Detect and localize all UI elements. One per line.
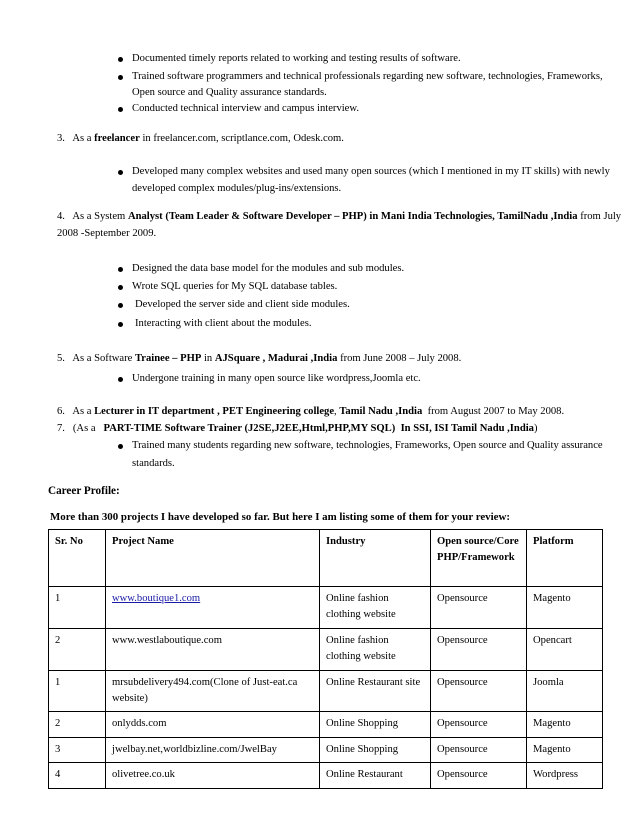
bullet-icon [118, 303, 123, 308]
item-rest: from July [580, 211, 622, 222]
item-role: PART-TIME Software Trainer (J2SE,J2EE,Html,PHP,MY SQL) [103, 423, 396, 434]
cell-sr-no: 4 [49, 763, 106, 788]
projects-table [48, 529, 603, 789]
cell-sr-no: 2 [49, 712, 106, 737]
table-row [49, 737, 603, 762]
bullet-text: Developed many complex websites and used many open sources (which I mentioned in my IT skills) with newly [132, 166, 610, 177]
bullet-text-continued: developed complex modules/plug-ins/extensions. [132, 183, 342, 194]
item-place: Tamil Nadu ,India [339, 406, 423, 417]
cell-source: Opensource [431, 670, 527, 712]
cell-platform: Wordpress [527, 763, 603, 788]
column-header-project-name: Project Name [106, 530, 320, 587]
experience-item-4 [57, 211, 621, 224]
cell-project-name: mrsubdelivery494.com(Clone of Just-eat.ca website) [106, 670, 320, 712]
item-prefix: As a [72, 406, 92, 417]
table-row [49, 587, 603, 629]
cell-project-name: onlydds.com [106, 712, 320, 737]
item-number: 5. [57, 353, 65, 364]
cell-industry: Online Restaurant [320, 763, 431, 788]
item-prefix: As a [72, 133, 92, 144]
cell-project-name: olivetree.co.uk [106, 763, 320, 788]
bullet-icon [118, 170, 123, 175]
cell-project-name [106, 587, 320, 629]
cell-source: Opensource [431, 628, 527, 670]
cell-sr-no: 3 [49, 737, 106, 762]
cell-sr-no: 1 [49, 587, 106, 629]
item-role: Trainee – PHP [135, 353, 202, 364]
bullet-icon [118, 107, 123, 112]
cell-platform: Magento [527, 737, 603, 762]
item-close: ) [533, 423, 538, 434]
cell-sr-no: 1 [49, 670, 106, 712]
bullet-text: Developed the server side and client side modules. [135, 299, 350, 310]
bullet-icon [118, 75, 123, 80]
column-header-source: Open source/Core PHP/Framework [431, 530, 527, 587]
bullet-text: Designed the data base model for the modules and sub modules. [132, 263, 405, 274]
cell-project-name: www.westlaboutique.com [106, 628, 320, 670]
bullet-text: Trained software programmers and technical professionals regarding new software, technologies, Frameworks, [132, 71, 603, 82]
item-rest: from June 2008 – July 2008. [340, 353, 462, 364]
item-mid: In SSI, ISI Tamil Nadu ,India [400, 423, 534, 434]
item-separator: , [334, 406, 337, 417]
project-link[interactable]: www.boutique1.com [112, 593, 201, 604]
bullet-text: Documented timely reports related to working and testing results of software. [132, 53, 461, 64]
table-row [49, 628, 603, 670]
experience-item-6 [57, 406, 564, 419]
bullet-icon [118, 377, 123, 382]
item-role: Analyst (Team Leader & Software Developer – PHP) in Mani India Technologies, TamilNadu ,India [127, 211, 578, 222]
column-header-industry: Industry [320, 530, 431, 587]
item-company: AJSquare , Madurai ,India [214, 353, 338, 364]
item-rest: in freelancer.com, scriptlance.com, Odesk.com. [142, 133, 344, 144]
cell-sr-no: 2 [49, 628, 106, 670]
cell-source: Opensource [431, 763, 527, 788]
bullet-icon [118, 57, 123, 62]
item-prefix: As a Software [72, 353, 133, 364]
cell-platform: Magento [527, 587, 603, 629]
cell-industry: Online fashion clothing website [320, 587, 431, 629]
experience-item-7 [57, 423, 537, 436]
column-header-sr-no: Sr. No [49, 530, 106, 587]
projects-intro: More than 300 projects I have developed so far. But here I am listing some of them for your review: [50, 511, 510, 523]
column-header-platform: Platform [527, 530, 603, 587]
cell-industry: Online Restaurant site [320, 670, 431, 712]
item-dates: 2008 -September 2009. [57, 228, 157, 239]
cell-platform: Magento [527, 712, 603, 737]
item-role: freelancer [94, 133, 140, 144]
cell-source: Opensource [431, 587, 527, 629]
item-mid: in [203, 353, 213, 364]
item-prefix: (As a [72, 423, 96, 434]
experience-item-5 [57, 353, 461, 366]
bullet-icon [118, 322, 123, 327]
item-role: Lecturer in IT department , PET Engineering college [94, 406, 335, 417]
bullet-text: Interacting with client about the modules. [135, 318, 312, 329]
table-row [49, 763, 603, 788]
cell-source: Opensource [431, 712, 527, 737]
bullet-text: Undergone training in many open source like wordpress,Joomla etc. [132, 373, 421, 384]
cell-industry: Online Shopping [320, 737, 431, 762]
item-number: 6. [57, 406, 65, 417]
bullet-text: Trained many students regarding new software, technologies, Frameworks, Open source and Quality assurance [132, 440, 603, 451]
bullet-icon [118, 285, 123, 290]
experience-item-3 [57, 133, 344, 146]
item-rest: from August 2007 to May 2008. [427, 406, 565, 417]
table-row [49, 670, 603, 712]
item-number: 7. [57, 423, 65, 434]
bullet-text-continued: Open source and Quality assurance standards. [132, 87, 327, 98]
bullet-text: Conducted technical interview and campus interview. [132, 103, 359, 114]
bullet-icon [118, 267, 123, 272]
item-number: 4. [57, 211, 65, 222]
bullet-text: Wrote SQL queries for My SQL database tables. [132, 281, 338, 292]
table-header-row [49, 530, 603, 587]
cell-project-name: jwelbay.net,worldbizline.com/JwelBay [106, 737, 320, 762]
table-row [49, 712, 603, 737]
item-number: 3. [57, 133, 65, 144]
cell-platform: Opencart [527, 628, 603, 670]
cell-industry: Online fashion clothing website [320, 628, 431, 670]
bullet-icon [118, 444, 123, 449]
cell-platform: Joomla [527, 670, 603, 712]
cell-source: Opensource [431, 737, 527, 762]
item-prefix: As a System [72, 211, 126, 222]
bullet-text-continued: standards. [132, 458, 175, 469]
career-profile-heading: Career Profile: [48, 485, 120, 497]
cell-industry: Online Shopping [320, 712, 431, 737]
